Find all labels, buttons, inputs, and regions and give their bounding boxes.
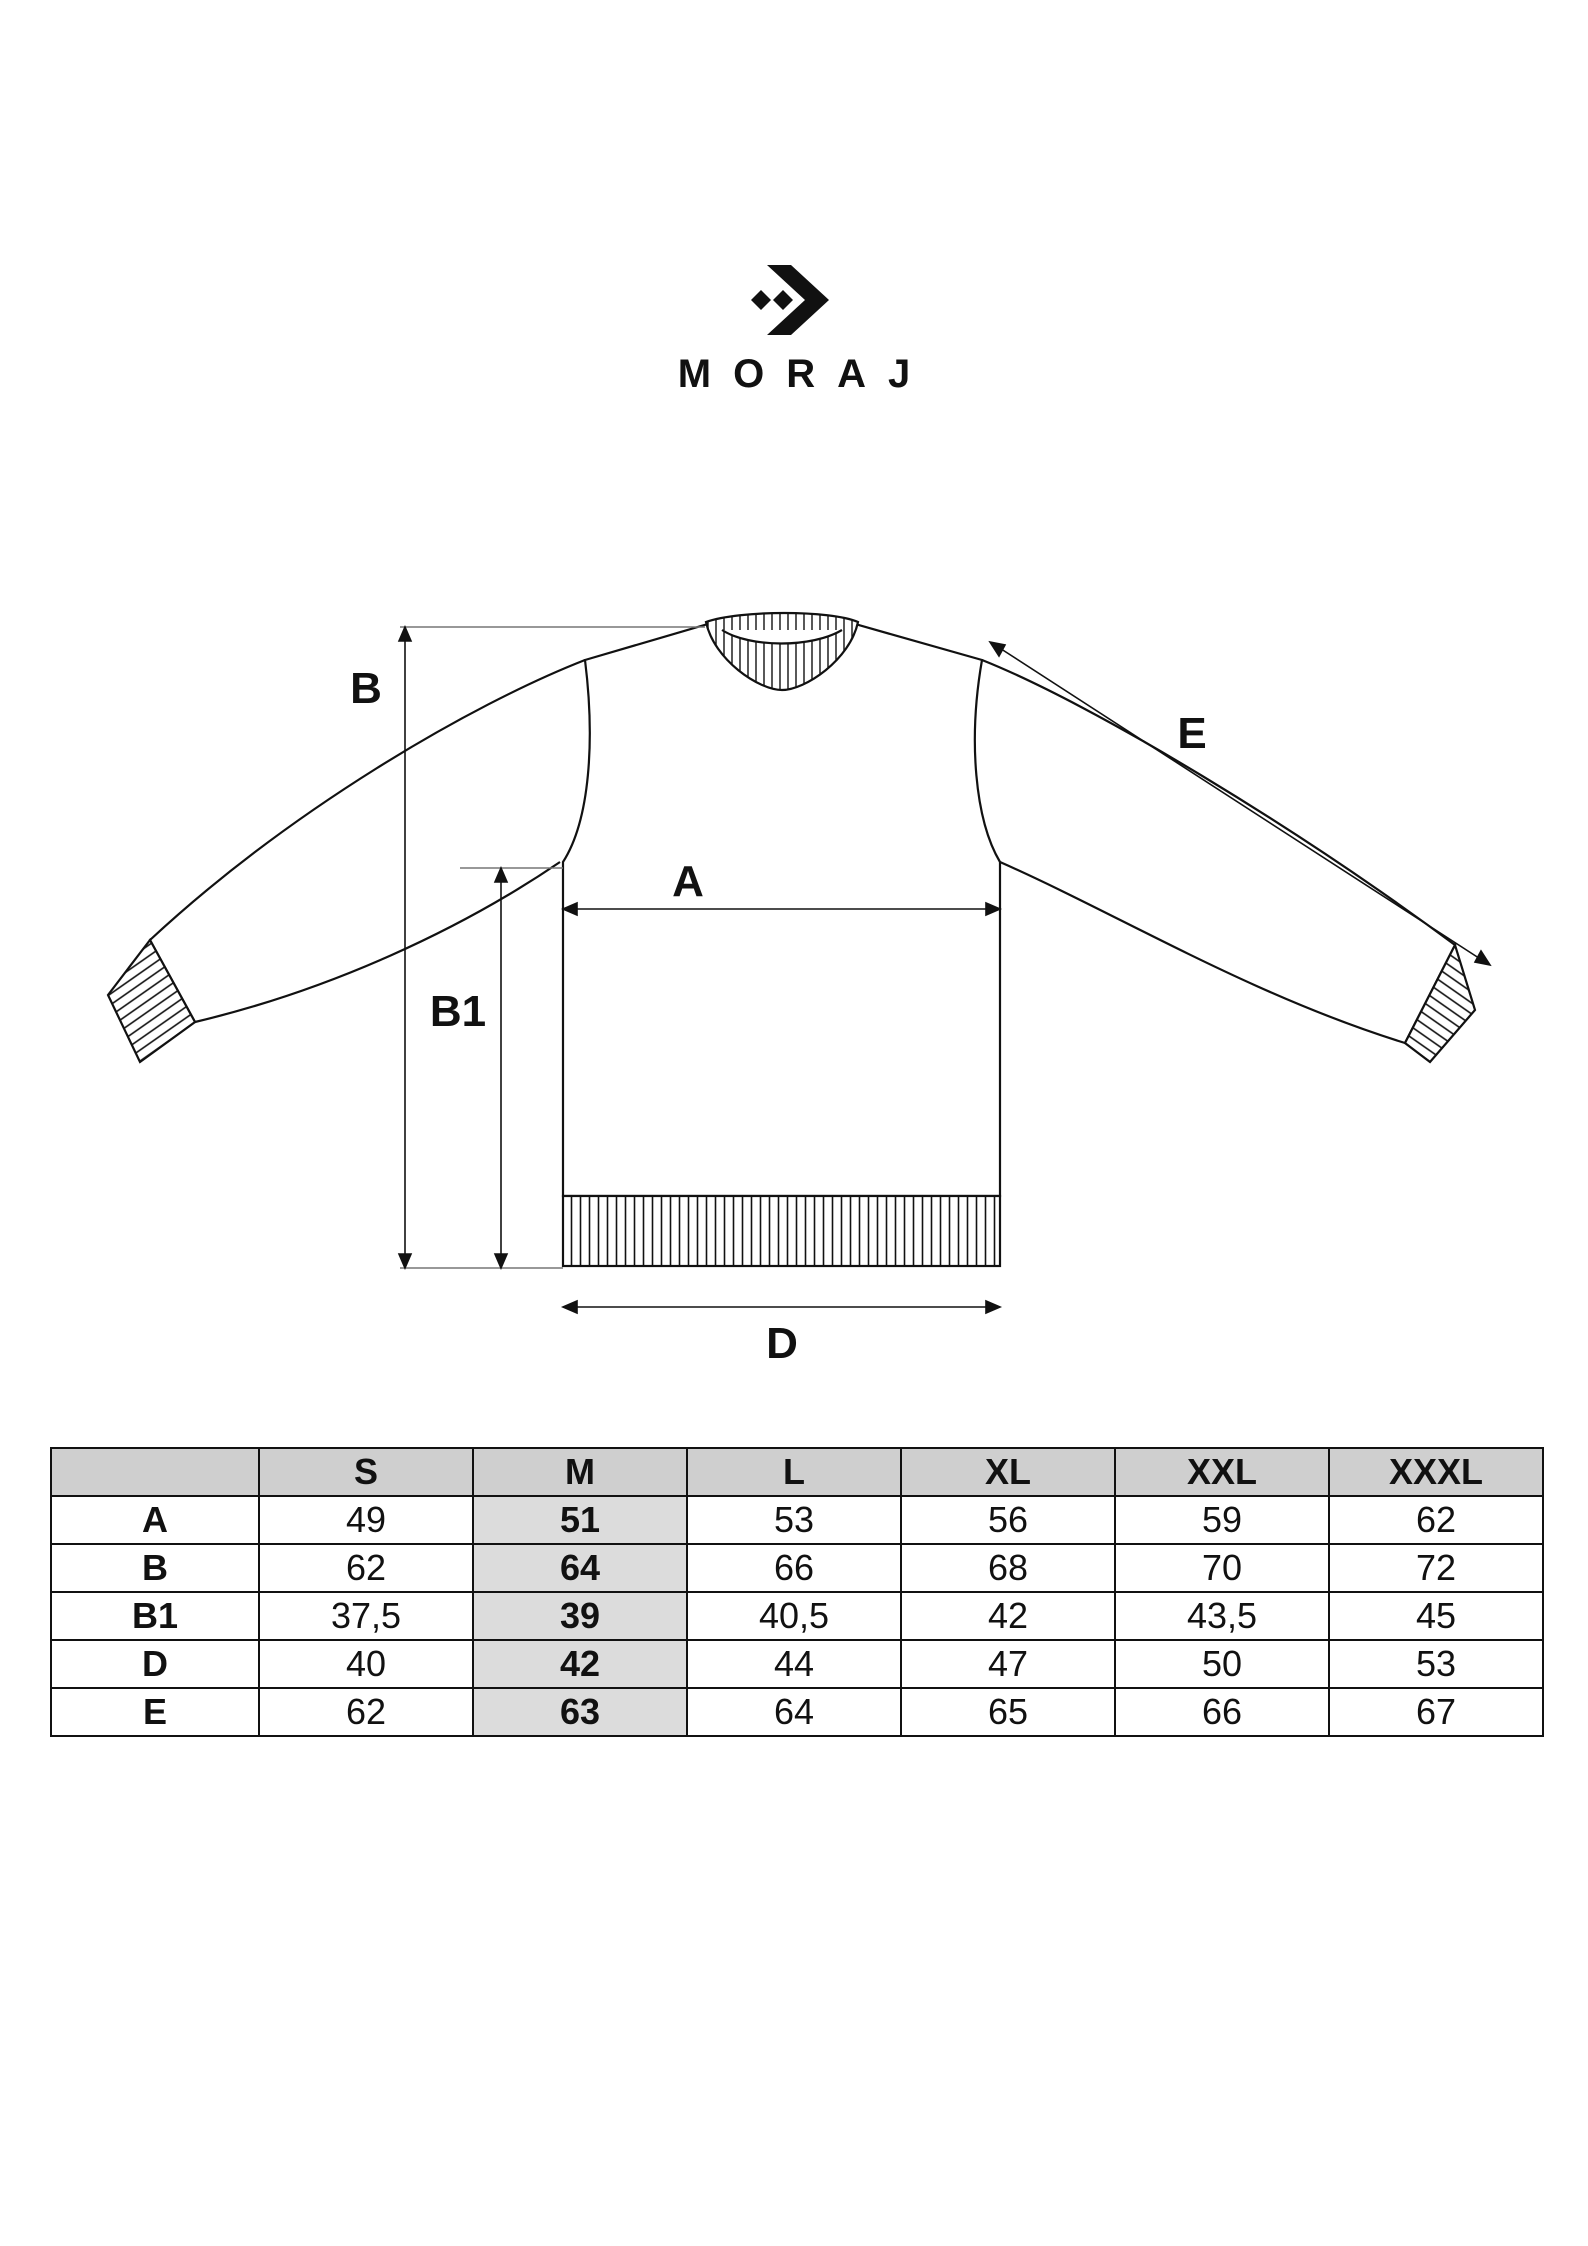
table-cell: 42	[473, 1640, 687, 1688]
size-chart-table	[50, 1447, 1544, 1737]
table-cell: 66	[1115, 1688, 1329, 1736]
table-cell: 59	[1115, 1496, 1329, 1544]
table-cell: 53	[687, 1496, 901, 1544]
table-cell: 56	[901, 1496, 1115, 1544]
header-size: XXXL	[1329, 1448, 1543, 1496]
table-cell: 40	[259, 1640, 473, 1688]
header-size: L	[687, 1448, 901, 1496]
table-cell: 37,5	[259, 1592, 473, 1640]
brand-logo	[0, 245, 1588, 355]
header-size: M	[473, 1448, 687, 1496]
brand-name: MORAJ	[677, 352, 933, 396]
table-cell: 42	[901, 1592, 1115, 1640]
row-label: B1	[51, 1592, 259, 1640]
table-row	[51, 1640, 1543, 1688]
row-label: A	[51, 1496, 259, 1544]
row-label: B	[51, 1544, 259, 1592]
label-a: A	[672, 857, 704, 906]
label-d: D	[766, 1319, 798, 1368]
row-label: D	[51, 1640, 259, 1688]
label-e: E	[1177, 709, 1207, 758]
label-b1: B1	[429, 987, 487, 1036]
table-cell: 62	[1329, 1496, 1543, 1544]
table-row	[51, 1688, 1543, 1736]
header-size: XL	[901, 1448, 1115, 1496]
label-b: B	[350, 664, 382, 713]
table-cell: 72	[1329, 1544, 1543, 1592]
table-cell: 39	[473, 1592, 687, 1640]
arrow-chevron-logo-icon	[739, 245, 849, 355]
table-cell: 44	[687, 1640, 901, 1688]
row-label: E	[51, 1688, 259, 1736]
table-cell: 67	[1329, 1688, 1543, 1736]
table-cell: 51	[473, 1496, 687, 1544]
table-row	[51, 1496, 1543, 1544]
table-cell: 40,5	[687, 1592, 901, 1640]
table-cell: 68	[901, 1544, 1115, 1592]
sweater-outline	[108, 613, 1475, 1266]
table-row	[51, 1592, 1543, 1640]
table-cell: 45	[1329, 1592, 1543, 1640]
header-size: S	[259, 1448, 473, 1496]
table-cell: 49	[259, 1496, 473, 1544]
hem-rib	[563, 1196, 1000, 1266]
table-cell: 64	[687, 1688, 901, 1736]
table-cell: 53	[1329, 1640, 1543, 1688]
table-cell: 50	[1115, 1640, 1329, 1688]
table-cell: 66	[687, 1544, 901, 1592]
table-cell: 62	[259, 1688, 473, 1736]
header-corner	[51, 1448, 259, 1496]
table-cell: 43,5	[1115, 1592, 1329, 1640]
table-cell: 47	[901, 1640, 1115, 1688]
table-cell: 65	[901, 1688, 1115, 1736]
table-cell: 64	[473, 1544, 687, 1592]
table-cell: 63	[473, 1688, 687, 1736]
table-header-row	[51, 1448, 1543, 1496]
table-cell: 62	[259, 1544, 473, 1592]
sweater-measurement-diagram	[0, 560, 1588, 1380]
header-size: XXL	[1115, 1448, 1329, 1496]
table-cell: 70	[1115, 1544, 1329, 1592]
table-row	[51, 1544, 1543, 1592]
